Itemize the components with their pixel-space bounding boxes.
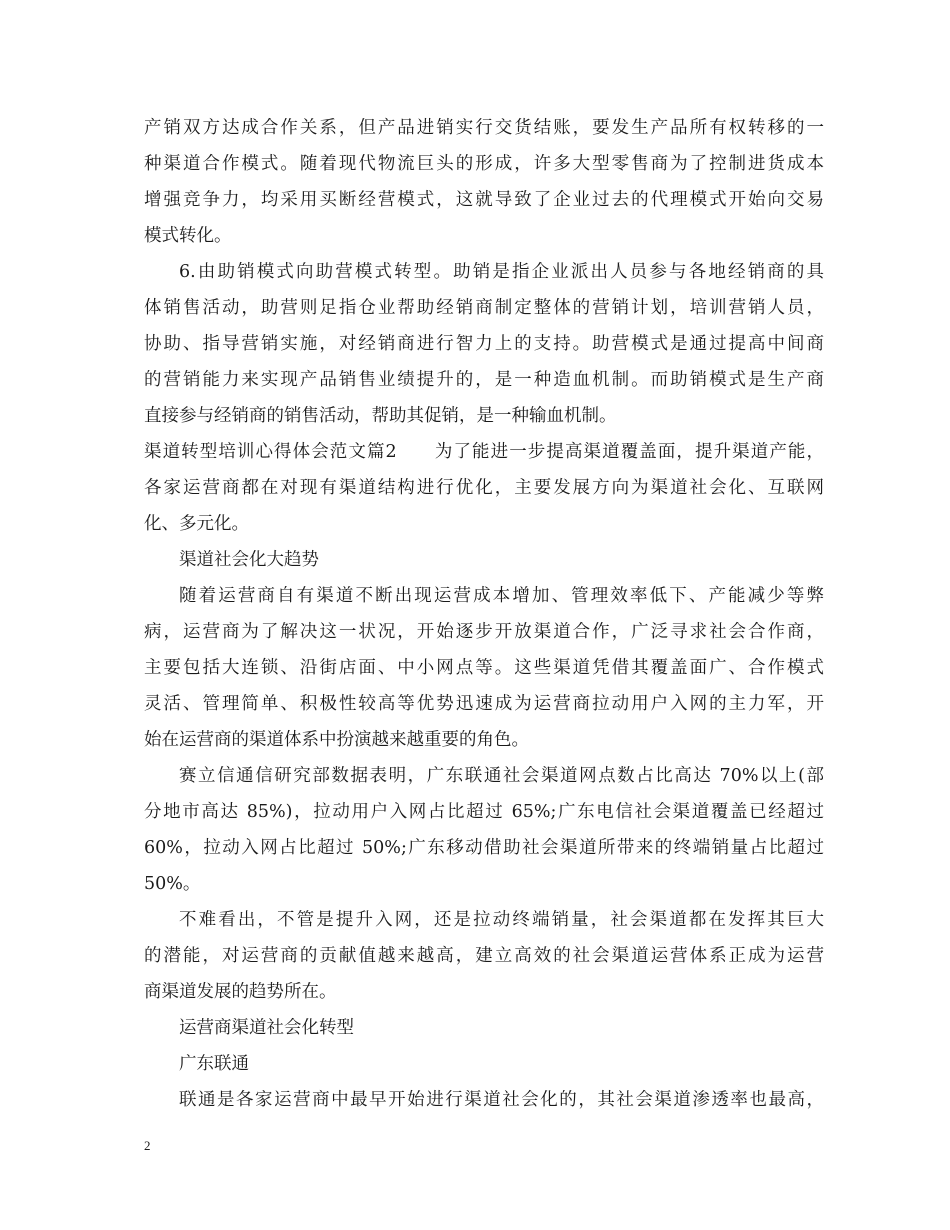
text-line: 6.由助销模式向助营模式转型。助销是指企业派出人员参与各地经销商的具 xyxy=(179,262,824,282)
text-line: 化、多元化。 xyxy=(144,514,249,534)
document-body xyxy=(144,110,824,1118)
text-line: 60%，拉动入网占比超过 50%;广东移动借助社会渠道所带来的终端销量占比超过 xyxy=(144,838,824,858)
text-line: 分地市高达 85%)，拉动用户入网占比超过 65%;广东电信社会渠道覆盖已经超过 xyxy=(144,802,824,822)
text-line: 协助、指导营销实施，对经销商进行智力上的支持。助营模式是通过提高中间商 xyxy=(144,334,824,354)
text-line: 直接参与经销商的销售活动，帮助其促销，是一种输血机制。 xyxy=(144,406,617,426)
text-line: 赛立信通信研究部数据表明，广东联通社会渠道网点数占比高达 70%以上(部 xyxy=(179,766,824,786)
text-line: 不难看出，不管是提升入网，还是拉动终端销量，社会渠道都在发挥其巨大 xyxy=(179,910,824,930)
text-line: 的潜能，对运营商的贡献值越来越高，建立高效的社会渠道运营体系正成为运营 xyxy=(144,946,824,966)
text-line: 50%。 xyxy=(144,874,201,894)
text-line: 增强竞争力，均采用买断经营模式，这就导致了企业过去的代理模式开始向交易 xyxy=(144,190,824,210)
text-line: 体销售活动，助营则足指仓业帮助经销商制定整体的营销计划，培训营销人员， xyxy=(144,298,824,318)
page-number: 2 xyxy=(144,1138,151,1153)
text-line: 主要包括大连锁、沿街店面、中小网点等。这些渠道凭借其覆盖面广、合作模式 xyxy=(144,658,824,678)
text-line: 灵活、管理简单、积极性较高等优势迅速成为运营商拉动用户入网的主力军，开 xyxy=(144,694,824,714)
text-line: 模式转化。 xyxy=(144,226,232,246)
text-line: 病，运营商为了解决这一状况，开始逐步开放渠道合作，广泛寻求社会合作商， xyxy=(144,622,824,642)
text-line: 各家运营商都在对现有渠道结构进行优化，主要发展方向为渠道社会化、互联网 xyxy=(144,478,824,498)
text-line: 种渠道合作模式。随着现代物流巨头的形成，许多大型零售商为了控制进货成本 xyxy=(144,154,824,174)
text-line: 联通是各家运营商中最早开始进行渠道社会化的，其社会渠道渗透率也最高， xyxy=(179,1090,824,1110)
text-line: 商渠道发展的趋势所在。 xyxy=(144,982,337,1002)
text-line: 渠道社会化大趋势 xyxy=(179,550,319,570)
text-line: 产销双方达成合作关系，但产品进销实行交货结账，要发生产品所有权转移的一 xyxy=(144,118,824,138)
text-line: 渠道转型培训心得体会范文篇2 为了能进一步提高渠道覆盖面，提升渠道产能， xyxy=(144,442,824,462)
text-line: 运营商渠道社会化转型 xyxy=(179,1018,354,1038)
text-line: 广东联通 xyxy=(179,1054,249,1074)
text-line: 随着运营商自有渠道不断出现运营成本增加、管理效率低下、产能减少等弊 xyxy=(179,586,824,606)
text-line: 的营销能力来实现产品销售业绩提升的，是一种造血机制。而助销模式是生产商 xyxy=(144,370,824,390)
text-line: 始在运营商的渠道体系中扮演越来越重要的角色。 xyxy=(144,730,529,750)
